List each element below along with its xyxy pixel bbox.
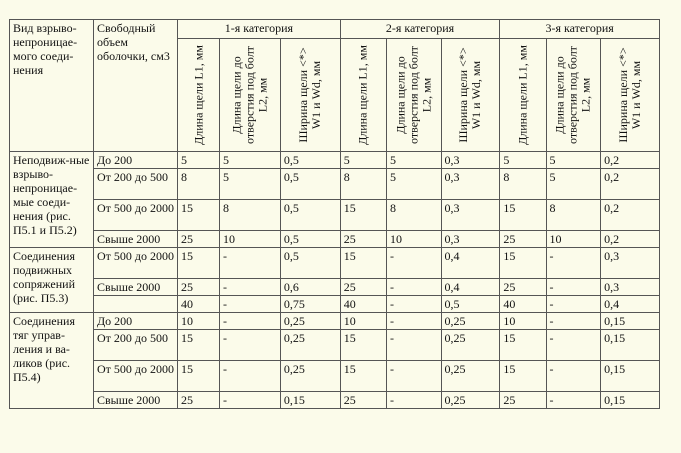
table-row — [10, 330, 660, 361]
header-cat2-gap-length-to-bolt-l2 — [386, 39, 441, 152]
value-cell: 15 — [178, 330, 220, 361]
value-cell: 5 — [386, 169, 441, 200]
value-cell: 0,3 — [441, 200, 500, 231]
value-cell: 0,4 — [601, 296, 660, 313]
value-cell: 25 — [500, 231, 546, 248]
value-cell: 0,2 — [601, 152, 660, 169]
value-cell: - — [386, 330, 441, 361]
value-cell: 0,25 — [280, 361, 340, 392]
header-free-volume: Свободный объем оболочки, см3 — [94, 20, 178, 152]
value-cell: - — [386, 279, 441, 296]
value-cell: 10 — [178, 313, 220, 330]
value-cell: 0,2 — [601, 169, 660, 200]
value-cell: 0,75 — [280, 296, 340, 313]
value-cell: - — [546, 313, 601, 330]
volume-cell: Свыше 2000 — [94, 392, 178, 409]
value-cell: 0,5 — [280, 169, 340, 200]
table-row — [10, 313, 660, 330]
value-cell: 0,15 — [601, 313, 660, 330]
value-cell: 0,15 — [601, 392, 660, 409]
connection-type-cell: Соединения тяг управ-ления и ва-ликов (рис. П5.4) — [10, 313, 94, 409]
header-cat3-gap-length-l1 — [500, 39, 546, 152]
table-row — [10, 169, 660, 200]
value-cell: 15 — [178, 361, 220, 392]
header-subcolumn-label: Длина щели L1, мм — [355, 45, 370, 145]
header-subcolumn-label: Ширина щели <*> W1 и Wd, мм — [296, 47, 324, 143]
value-cell: - — [220, 248, 281, 279]
value-cell: - — [386, 313, 441, 330]
value-cell: 5 — [220, 169, 281, 200]
value-cell: 15 — [500, 330, 546, 361]
value-cell: 8 — [220, 200, 281, 231]
table-row — [10, 279, 660, 296]
value-cell: 10 — [340, 313, 386, 330]
value-cell: 25 — [178, 231, 220, 248]
value-cell: 0,5 — [280, 248, 340, 279]
volume-cell: До 200 — [94, 313, 178, 330]
volume-cell: Свыше 2000 — [94, 279, 178, 296]
value-cell: 0,3 — [441, 169, 500, 200]
value-cell: 0,5 — [280, 231, 340, 248]
value-cell: 8 — [340, 169, 386, 200]
header-category-1: 1-я категория — [178, 20, 341, 39]
value-cell: 40 — [500, 296, 546, 313]
header-cat2-gap-width-w1-wd — [441, 39, 500, 152]
value-cell: 10 — [546, 231, 601, 248]
header-row-categories — [10, 20, 660, 39]
value-cell: 0,25 — [441, 361, 500, 392]
header-subcolumn-label: Длина щели до отверстия под болт L2, мм — [393, 46, 434, 144]
header-category-2: 2-я категория — [340, 20, 500, 39]
value-cell: 10 — [220, 231, 281, 248]
value-cell: 25 — [500, 392, 546, 409]
value-cell: 0,25 — [280, 330, 340, 361]
value-cell: 0,2 — [601, 231, 660, 248]
value-cell: - — [546, 279, 601, 296]
header-connection-type: Вид взрыво-непроницае-мого соеди-нения — [10, 20, 94, 152]
value-cell: - — [386, 296, 441, 313]
volume-cell: До 200 — [94, 152, 178, 169]
value-cell: 25 — [500, 279, 546, 296]
table-row — [10, 248, 660, 279]
value-cell: - — [220, 279, 281, 296]
value-cell: 0,4 — [441, 248, 500, 279]
header-subcolumn-label: Длина щели до отверстия под болт L2, мм — [229, 46, 270, 144]
value-cell: - — [220, 392, 281, 409]
value-cell: 25 — [178, 392, 220, 409]
value-cell: 0,4 — [441, 279, 500, 296]
header-subcolumn-label: Ширина щели <*> W1 и Wd, мм — [456, 47, 484, 143]
value-cell: 15 — [500, 361, 546, 392]
connection-type-cell: Неподвиж-ные взрыво-непроницае-мые соеди-нения (рис. П5.1 и П5.2) — [10, 152, 94, 248]
value-cell: 0,2 — [601, 200, 660, 231]
value-cell: 15 — [178, 248, 220, 279]
value-cell: - — [220, 330, 281, 361]
volume-cell — [94, 296, 178, 313]
value-cell: 10 — [386, 231, 441, 248]
value-cell: - — [386, 392, 441, 409]
value-cell: 0,3 — [601, 279, 660, 296]
value-cell: 0,3 — [441, 231, 500, 248]
volume-cell: От 200 до 500 — [94, 169, 178, 200]
connection-type-cell: Соединения подвижных сопряжений (рис. П5.3) — [10, 248, 94, 313]
value-cell: 5 — [178, 152, 220, 169]
header-subcolumn-label: Длина щели L1, мм — [191, 45, 205, 145]
header-cat1-gap-length-l1 — [178, 39, 220, 152]
header-subcolumn-label: Ширина щели <*> W1 и Wd, мм — [616, 47, 644, 143]
value-cell: - — [546, 330, 601, 361]
header-subcolumn-label: Длина щели L1, мм — [515, 45, 530, 145]
value-cell: - — [386, 248, 441, 279]
value-cell: - — [546, 248, 601, 279]
header-cat1-gap-length-to-bolt-l2 — [220, 39, 281, 152]
value-cell: 40 — [178, 296, 220, 313]
value-cell: 0,25 — [441, 313, 500, 330]
value-cell: 0,15 — [280, 392, 340, 409]
value-cell: 25 — [340, 279, 386, 296]
value-cell: 15 — [500, 200, 546, 231]
value-cell: 15 — [178, 200, 220, 231]
header-cat3-gap-width-w1-wd — [601, 39, 660, 152]
value-cell: 15 — [340, 330, 386, 361]
volume-cell: От 200 до 500 — [94, 330, 178, 361]
table-row — [10, 392, 660, 409]
value-cell: 5 — [500, 152, 546, 169]
value-cell: 40 — [340, 296, 386, 313]
value-cell: 0,15 — [601, 361, 660, 392]
value-cell: 0,3 — [441, 152, 500, 169]
value-cell: 0,5 — [280, 152, 340, 169]
value-cell: 0,15 — [601, 330, 660, 361]
value-cell: 15 — [340, 361, 386, 392]
value-cell: - — [220, 313, 281, 330]
table-row — [10, 231, 660, 248]
value-cell: - — [546, 361, 601, 392]
value-cell: 15 — [340, 248, 386, 279]
value-cell: 25 — [178, 279, 220, 296]
value-cell: 0,5 — [441, 296, 500, 313]
value-cell: 8 — [178, 169, 220, 200]
spec-table-wrapper — [9, 19, 660, 409]
value-cell: 10 — [500, 313, 546, 330]
volume-cell: От 500 до 2000 — [94, 361, 178, 392]
value-cell: 0,25 — [441, 330, 500, 361]
value-cell: - — [220, 296, 281, 313]
value-cell: 5 — [546, 169, 601, 200]
value-cell: 0,6 — [280, 279, 340, 296]
value-cell: 0,5 — [280, 200, 340, 231]
header-cat3-gap-length-to-bolt-l2 — [546, 39, 601, 152]
value-cell: 25 — [340, 231, 386, 248]
value-cell: - — [220, 361, 281, 392]
spec-table-body — [10, 152, 660, 409]
spec-table — [9, 19, 660, 409]
table-row — [10, 200, 660, 231]
value-cell: 0,25 — [441, 392, 500, 409]
value-cell: - — [546, 392, 601, 409]
value-cell: 5 — [220, 152, 281, 169]
value-cell: 5 — [340, 152, 386, 169]
header-subcolumn-label: Длина щели до отверстия под болт L2, мм — [552, 46, 593, 144]
value-cell: 0,3 — [601, 248, 660, 279]
header-category-3: 3-я категория — [500, 20, 660, 39]
header-cat2-gap-length-l1 — [340, 39, 386, 152]
value-cell: 5 — [546, 152, 601, 169]
value-cell: 0,25 — [280, 313, 340, 330]
value-cell: 5 — [386, 152, 441, 169]
header-cat1-gap-width-w1-wd — [280, 39, 340, 152]
table-row — [10, 296, 660, 313]
value-cell: 8 — [500, 169, 546, 200]
volume-cell: От 500 до 2000 — [94, 200, 178, 231]
value-cell: 8 — [386, 200, 441, 231]
value-cell: 15 — [340, 200, 386, 231]
table-row — [10, 152, 660, 169]
value-cell: 15 — [500, 248, 546, 279]
value-cell: 25 — [340, 392, 386, 409]
value-cell: - — [546, 296, 601, 313]
volume-cell: От 500 до 2000 — [94, 248, 178, 279]
value-cell: 8 — [546, 200, 601, 231]
volume-cell: Свыше 2000 — [94, 231, 178, 248]
value-cell: - — [386, 361, 441, 392]
table-row — [10, 361, 660, 392]
